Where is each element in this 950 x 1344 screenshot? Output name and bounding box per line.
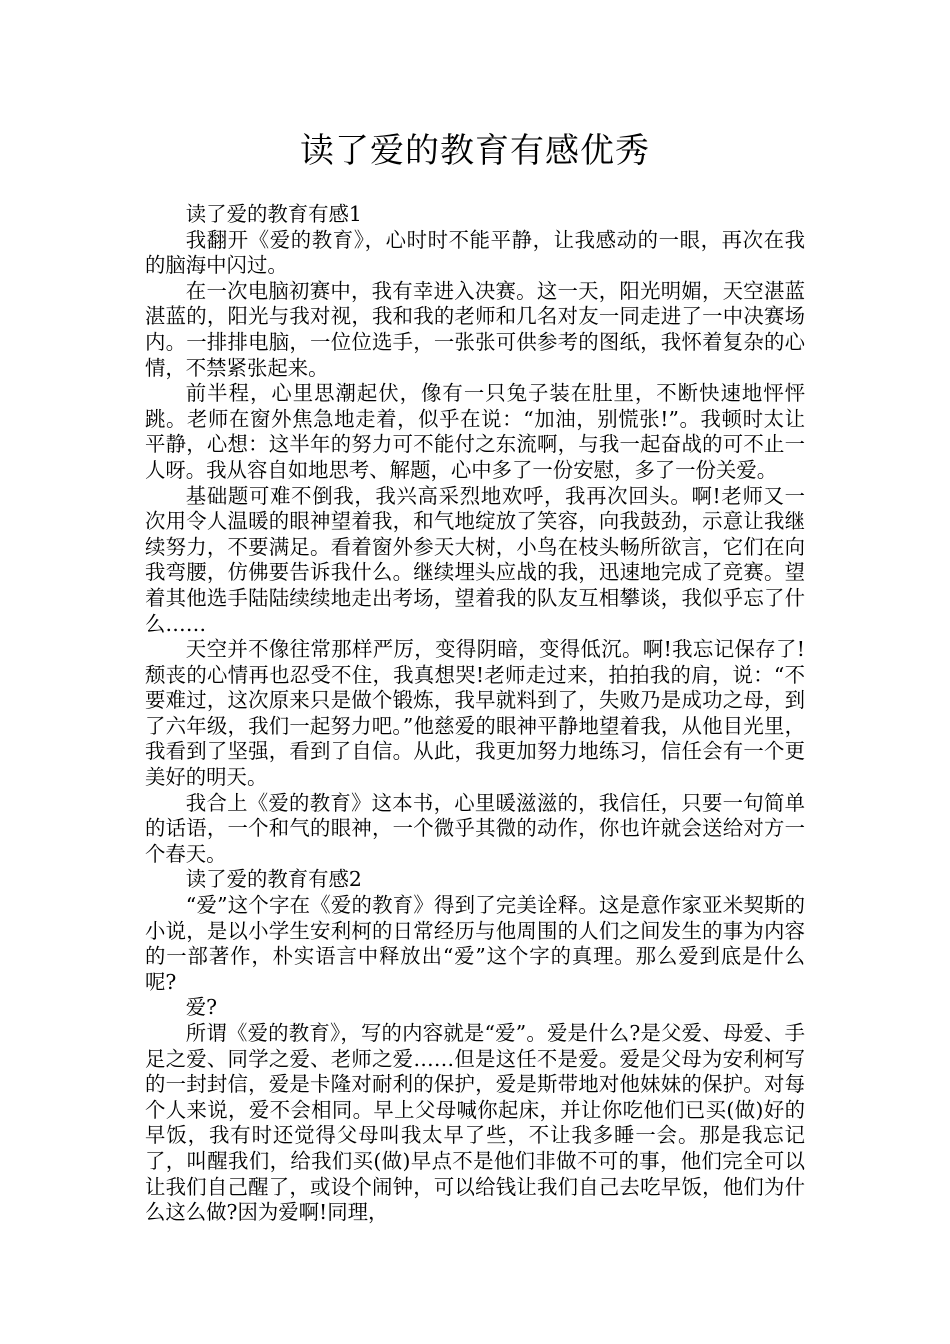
- paragraph: 所谓《爱的教育》，写的内容就是“爱”。爱是什么?是父爱、母爱、手足之爱、同学之爱、老师之爱……但是这任不是爱。爱是父母为安利柯写的一封封信，爱是卡隆对耐利的保护，爱是斯带地对他妹妹的保护。对每个人来说，爱不会相同。早上父母喊你起床，并让你吃他们已买(做)好的早饭，我有时还觉得父母叫我太早了些，不让我多睡一会。那是我忘记了，叫醒我们，给我们买(做)早点不是他们非做不可的事，他们完全可以让我们自己醒了，或设个闹钟，可以给钱让我们自己去吃早饭，他们为什么这么做?因为爱啊!同理，: [145, 1021, 805, 1225]
- paragraph: “爱”这个字在《爱的教育》得到了完美诠释。这是意作家亚米契斯的小说，是以小学生安利柯的日常经历与他周围的人们之间发生的事为内容的一部著作，朴实语言中释放出“爱”这个字的真理。那么爱到底是什么呢?: [145, 893, 805, 994]
- document-title: 读了爱的教育有感优秀: [300, 131, 650, 171]
- section-heading: 读了爱的教育有感2: [185, 867, 362, 892]
- paragraph: 我合上《爱的教育》这本书，心里暖滋滋的，我信任，只要一句简单的话语，一个和气的眼神，一个微乎其微的动作，你也许就会送给对方一个春天。: [145, 790, 805, 866]
- document-body: [145, 202, 805, 1226]
- paragraph: 我翻开《爱的教育》，心时时不能平静，让我感动的一眼，再次在我的脑海中闪过。: [145, 227, 805, 278]
- paragraph: 爱?: [185, 995, 218, 1020]
- section-heading: 读了爱的教育有感1: [185, 202, 362, 226]
- paragraph: 前半程，心里思潮起伏，像有一只兔子装在肚里，不断快速地怦怦跳。老师在窗外焦急地走着，似乎在说：“加油，别慌张!”。我顿时太让平静，心想：这半年的努力可不能付之东流啊，与我一起奋战的可不止一人呀。我从容自如地思考、解题，心中多了一份安慰，多了一份关爱。: [145, 381, 805, 482]
- paragraph: 基础题可难不倒我，我兴高采烈地欢呼，我再次回头。啊!老师又一次用令人温暖的眼神望着我，和气地绽放了笑容，向我鼓劲，示意让我继续努力，不要满足。看着窗外参天大树，小鸟在枝头畅所欲言，它们在向我弯腰，仿佛要告诉我什么。继续埋头应战的我，迅速地完成了竞赛。望着其他选手陆陆续续地走出考场，望着我的队友互相攀谈，我似乎忘了什么……: [145, 483, 805, 636]
- paragraph: 在一次电脑初赛中，我有幸进入决赛。这一天，阳光明媚，天空湛蓝湛蓝的，阳光与我对视，我和我的老师和几名对友一同走进了一中决赛场内。一排排电脑，一位位选手，一张张可供参考的图纸，我怀着复杂的心情，不禁紧张起来。: [145, 278, 805, 380]
- paragraph: 天空并不像往常那样严厉，变得阴暗，变得低沉。啊!我忘记保存了!颓丧的心情再也忍受不住，我真想哭!老师走过来，拍拍我的肩，说：“不要难过，这次原来只是做个锻炼，我早就料到了，失败乃是成功之母，到了六年级，我们一起努力吧。”他慈爱的眼神平静地望着我，从他目光里，我看到了坚强，看到了自信。从此，我更加努力地练习，信任会有一个更美好的明天。: [145, 637, 805, 790]
